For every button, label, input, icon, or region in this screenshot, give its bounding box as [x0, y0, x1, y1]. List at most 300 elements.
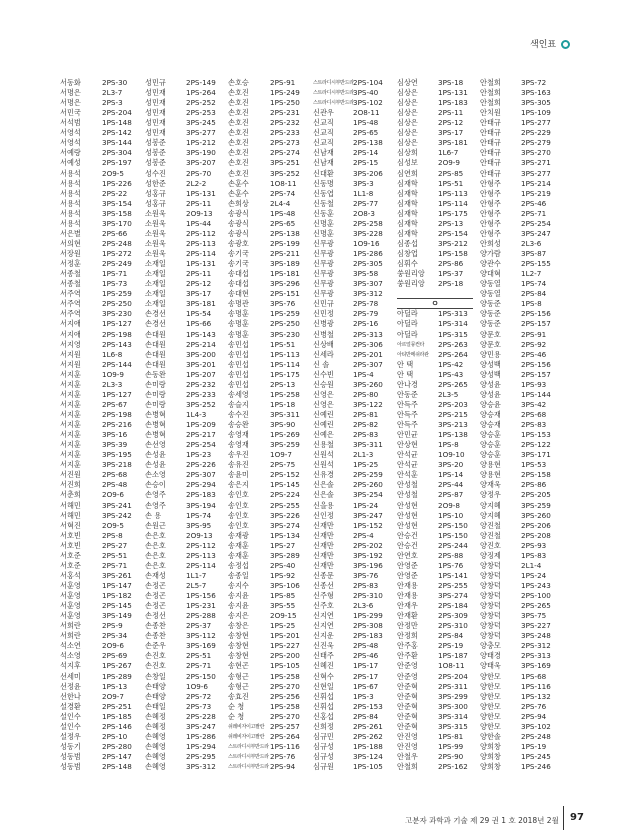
index-row [0, 732, 622, 742]
paper-code: 1PS-93 [521, 379, 547, 389]
paper-code: 2PS-149 [186, 78, 216, 87]
paper-code: 2PS-83 [521, 420, 547, 430]
index-row [0, 118, 622, 128]
paper-code: 2PS-83 [353, 430, 379, 440]
author-name: 양용현 [480, 460, 501, 470]
author-name: 석소연 [60, 641, 81, 651]
author-name: 손종찬 [145, 631, 166, 641]
paper-code: 2PS-153 [353, 701, 383, 711]
paper-code: 3PS-300 [438, 701, 468, 711]
author-name: 안정희 [397, 631, 418, 641]
author-name: 송재광 [228, 530, 249, 540]
index-row [0, 591, 622, 601]
paper-code: 2PS-256 [270, 691, 300, 701]
paper-code: 2L1-4 [521, 560, 542, 570]
index-row [0, 742, 622, 752]
author-name: 서지훈 [60, 389, 81, 399]
author-name: 심재학 [397, 188, 418, 198]
author-name: 신무광 [313, 269, 334, 279]
author-name: 양동열 [480, 289, 501, 299]
author-name: 손혜정 [145, 721, 166, 731]
paper-code: 1PS-138 [438, 430, 468, 440]
author-name: 서영석 [60, 128, 81, 138]
author-name: 손훈수 [228, 188, 249, 198]
paper-code: 1PS-250 [270, 98, 300, 108]
author-name: 소재일 [145, 279, 166, 289]
paper-code: 2PS-248 [521, 731, 551, 741]
paper-code: 3PS-314 [438, 711, 468, 721]
author-name: 안나경 [397, 379, 418, 389]
paper-code: 2PS-37 [186, 621, 212, 631]
index-row [0, 400, 622, 410]
paper-code: 1PS-314 [438, 319, 468, 329]
paper-code: 1PS-51 [270, 339, 296, 349]
paper-code: 2L1-3 [353, 450, 374, 460]
paper-code: 2PS-251 [102, 701, 132, 711]
author-name: 안재용 [397, 591, 418, 601]
paper-code: 2PS-203 [438, 399, 468, 409]
paper-code: 1PS-269 [270, 430, 300, 440]
paper-code: 2PS-233 [186, 389, 216, 399]
author-name: 심규민 [313, 731, 334, 741]
author-name: 신대환 [313, 168, 334, 178]
paper-code: 2PS-279 [521, 138, 551, 148]
paper-code: 2PS-280 [102, 741, 132, 751]
author-name: 양징제 [480, 550, 501, 560]
author-name: 신예린 [313, 420, 334, 430]
author-name: 설정우 [60, 731, 81, 741]
paper-code: 1PS-175 [438, 208, 468, 218]
paper-code: 2PS-308 [353, 621, 383, 631]
author-name: 송창현 [228, 651, 249, 661]
author-name: 손호진 [228, 138, 249, 148]
author-name: 양승훈 [480, 440, 501, 450]
paper-code: 3PS-149 [102, 611, 132, 621]
index-row [0, 651, 622, 661]
author-name: 양창덕 [480, 581, 501, 590]
paper-code: 2PS-233 [270, 128, 300, 138]
section-title: 색인표 [530, 40, 557, 50]
author-name: 안성현 [397, 520, 418, 530]
paper-code: 2PS-305 [353, 259, 383, 269]
paper-code: 2PS-226 [186, 460, 216, 470]
author-name: 아딜라 [397, 329, 418, 339]
paper-code: 1PS-209 [186, 420, 216, 430]
index-row [0, 480, 622, 490]
author-name: 아딜라 [397, 309, 418, 319]
index-row [0, 490, 622, 500]
author-name: 손호진 [228, 168, 249, 178]
author-name: 서훈영 [60, 611, 81, 621]
paper-code: 2PS-198 [102, 409, 132, 419]
author-name: 신교직 [313, 138, 334, 148]
index-row [0, 631, 622, 641]
paper-code: 3PS-212 [438, 238, 468, 248]
author-name: 손미랑 [145, 399, 166, 409]
paper-code: 1PS-132 [521, 691, 551, 701]
author-name: 손은호 [145, 560, 166, 570]
author-name: 서훈영 [60, 591, 81, 601]
paper-code: 2PS-68 [521, 409, 547, 419]
paper-code: 1PS-81 [438, 731, 464, 741]
paper-code: 2PS-254 [521, 218, 551, 228]
paper-code: 3PS-277 [186, 128, 216, 138]
author-name: 신무광 [313, 289, 334, 299]
author-name: 손경선 [145, 319, 166, 329]
index-row [0, 360, 622, 370]
author-name: 송민섭 [228, 379, 249, 389]
paper-code: 2PS-204 [102, 108, 132, 118]
author-name: 서지영 [60, 339, 81, 349]
paper-code: 1PS-227 [270, 641, 300, 651]
paper-code: 2PS-265 [438, 379, 468, 389]
author-name: 양지혜 [480, 510, 501, 520]
paper-code: 1PS-105 [353, 762, 383, 772]
paper-code: 2PS-114 [186, 249, 216, 259]
paper-code: 2PS-263 [438, 339, 468, 349]
author-name: 송인호 [228, 510, 249, 520]
author-name: 신재만 [313, 530, 334, 540]
paper-code: 2PS-265 [521, 601, 551, 611]
author-name: 신재만 [313, 550, 334, 560]
author-name: 양진호 [480, 540, 501, 550]
author-name: 서영석 [60, 138, 81, 148]
paper-code: 1PS-18 [270, 399, 296, 409]
paper-code: 2L4-4 [270, 198, 291, 208]
paper-code: 2PS-248 [102, 238, 132, 248]
author-name: 양대혁 [480, 269, 501, 279]
paper-code: 1PS-109 [521, 108, 551, 118]
paper-code: 2PS-76 [270, 752, 296, 762]
author-name: 손혜정 [145, 711, 166, 721]
paper-code: 2PS-75 [270, 460, 296, 470]
author-name: 송지윤 [228, 601, 249, 611]
author-name: 손정곤 [145, 591, 166, 601]
author-name: 신지운 [313, 631, 334, 641]
paper-code: 2PS-94 [521, 711, 547, 721]
paper-code: 3PS-144 [102, 138, 132, 148]
author-name: 서지원 [60, 359, 81, 369]
paper-code: 2PS-156 [521, 309, 551, 319]
author-name: 서호빈 [60, 530, 81, 540]
author-name: 안준혁 [397, 681, 418, 691]
paper-code: 1PS-214 [521, 178, 551, 188]
paper-code: 2PS-255 [438, 581, 468, 590]
index-row [0, 641, 622, 651]
author-name: 손혜영 [145, 741, 166, 751]
paper-code: 3PS-192 [353, 550, 383, 560]
paper-code: 1PS-83 [521, 550, 547, 560]
author-name: 신무광 [313, 259, 334, 269]
paper-code: 2O9-6 [102, 490, 124, 500]
paper-code: 3PS-102 [353, 98, 383, 108]
author-name: 성민재 [145, 88, 166, 98]
author-name: 쉬레비자이고팔란 [228, 733, 265, 740]
paper-code: 3PS-40 [353, 88, 379, 98]
paper-code: 1PS-25 [353, 460, 379, 470]
author-name: 선한나 [60, 691, 81, 701]
author-name: 손대원 [145, 329, 166, 339]
author-name: 순 청 [228, 711, 245, 721]
author-name: 안재우 [397, 601, 418, 611]
author-name: 심연희 [397, 168, 418, 178]
paper-code: 2PS-184 [438, 601, 468, 611]
author-name: 소원욱 [145, 208, 166, 218]
author-name: 신홍섭 [313, 711, 334, 721]
paper-code: 2PS-258 [353, 218, 383, 228]
paper-code: 1PS-272 [102, 249, 132, 259]
author-name: 손종찬 [145, 621, 166, 631]
index-row [0, 169, 622, 179]
paper-code: 2PS-204 [438, 671, 468, 681]
paper-code: 3PS-305 [521, 98, 551, 108]
author-name: 쉬레비자이고팔란 [228, 723, 265, 730]
index-row [0, 621, 622, 631]
author-name: 송창은 [228, 621, 249, 631]
paper-code: 2PS-82 [353, 420, 379, 430]
paper-code: 2PS-144 [102, 359, 132, 369]
author-name: 송현곤 [228, 661, 249, 671]
author-name: 양창덕 [480, 601, 501, 611]
author-name: 심재학 [397, 218, 418, 228]
author-name: 심휘수 [397, 259, 418, 269]
author-name: 손혜영 [145, 762, 166, 772]
paper-code: 3PS-106 [270, 581, 300, 590]
paper-code: 2PS-143 [102, 339, 132, 349]
paper-code: 1PS-181 [270, 269, 300, 279]
author-name: 양태욱 [480, 661, 501, 671]
paper-code: 1PS-187 [438, 651, 468, 661]
paper-code: 2PS-84 [521, 289, 547, 299]
author-name: 신혁수 [313, 671, 334, 681]
author-name: 신현일 [313, 681, 334, 691]
author-name: 소재일 [145, 269, 166, 279]
author-name: 안동준 [397, 389, 418, 399]
journal-footer: 고분자 과학과 기술 제 29 권 1 호 2018년 2월 [405, 816, 559, 825]
paper-code: 3PS-271 [521, 158, 551, 168]
paper-code: 2PS-93 [521, 540, 547, 550]
author-name: 서호빈 [60, 540, 81, 550]
paper-code: 2O9-15 [270, 611, 297, 621]
index-row [0, 269, 622, 279]
author-name: 양성백 [480, 369, 501, 379]
author-name: 서홍석 [60, 570, 81, 580]
paper-code: 2PS-46 [521, 198, 547, 208]
paper-code: 2PS-11 [438, 108, 464, 118]
author-name: 송지은 [228, 611, 249, 621]
author-name: 안승건 [397, 530, 418, 540]
author-name: 신진욱 [313, 641, 334, 651]
author-name: 손혜영 [145, 752, 166, 762]
author-name: 서용석 [60, 208, 81, 218]
paper-code: 1PS-289 [102, 671, 132, 681]
author-name: 송민섭 [228, 369, 249, 379]
author-name: 양문호 [480, 339, 501, 349]
paper-code: 1L1-8 [353, 188, 374, 198]
paper-code: 1PS-48 [270, 208, 296, 218]
paper-code: 2PS-228 [186, 711, 216, 721]
author-name: 송인호 [228, 500, 249, 510]
author-name: 신재만 [313, 540, 334, 550]
author-name: 안준영 [397, 661, 418, 671]
author-name: 손준우 [145, 641, 166, 651]
index-row [0, 209, 622, 219]
paper-code: 2PS-48 [353, 641, 379, 651]
author-name: 성동기 [60, 741, 81, 751]
index-row [0, 370, 622, 380]
author-name: 양한솔 [480, 731, 501, 741]
paper-code: 1PS-246 [521, 762, 551, 772]
author-name: 송기국 [228, 249, 249, 259]
author-name: 서정훈 [60, 259, 81, 269]
paper-code: 2PS-208 [521, 530, 551, 540]
author-name: 송민섭 [228, 339, 249, 349]
paper-code: 3PS-194 [186, 500, 216, 510]
paper-code: 2PS-313 [353, 329, 383, 339]
author-name: 안준혁 [397, 691, 418, 701]
paper-code: 3PS-254 [353, 490, 383, 500]
author-name: 안 택 [397, 369, 414, 379]
author-name: 서지애 [60, 319, 81, 329]
index-row [0, 330, 622, 340]
paper-code: 3PS-189 [270, 259, 300, 269]
paper-code: 2PS-255 [270, 500, 300, 510]
author-name: 성동범 [60, 762, 81, 772]
author-name: 신종선 [313, 581, 334, 590]
author-name: 신지연 [313, 611, 334, 621]
paper-code: 1O9-10 [438, 450, 465, 460]
paper-code: 1PS-116 [270, 741, 300, 751]
index-row [0, 158, 622, 168]
author-name: 안재환 [397, 611, 418, 621]
paper-code: 2PS-232 [270, 118, 300, 128]
paper-code: 3PS-312 [186, 762, 216, 772]
paper-code: 3PS-201 [186, 359, 216, 369]
author-name: 소원욱 [145, 238, 166, 248]
author-name: 손병혁 [145, 430, 166, 440]
paper-code: 2PS-199 [270, 238, 300, 248]
author-name: 서용석 [60, 218, 81, 228]
author-name: 손미랑 [145, 379, 166, 389]
author-name: 서예랑 [60, 148, 81, 158]
paper-code: 1L4-3 [186, 409, 207, 419]
author-name: 신유경 [313, 470, 334, 480]
paper-code: 2PS-70 [186, 168, 212, 178]
paper-code: 3PS-251 [270, 158, 300, 168]
author-name: 스트라디시부반드라 [313, 90, 354, 97]
paper-code: 2PS-183 [353, 631, 383, 641]
author-name: 서용석 [60, 188, 81, 198]
author-name: 송재훈 [228, 540, 249, 550]
author-name: 송인호 [228, 520, 249, 530]
paper-code: 1PS-73 [102, 279, 128, 289]
paper-code: 3PS-274 [270, 520, 300, 530]
paper-code: 1PS-286 [186, 731, 216, 741]
author-name: 신인정 [313, 510, 334, 520]
paper-code: 3PS-260 [353, 379, 383, 389]
author-name: 손동완 [145, 369, 166, 379]
author-name: 송세영 [228, 389, 249, 399]
paper-code: 2L3-5 [438, 389, 459, 399]
author-name: 송수진 [228, 409, 249, 419]
author-name: 서용석 [60, 178, 81, 188]
paper-code: 3PS-296 [270, 279, 300, 289]
paper-code: 3PS-154 [102, 198, 132, 208]
author-name: 안철희 [480, 98, 501, 108]
author-name: 안철희 [480, 88, 501, 98]
author-name: 송슬지 [228, 399, 249, 409]
author-name: 양한모 [480, 691, 501, 701]
paper-code: 1PS-13 [102, 681, 128, 691]
author-name: 소재일 [145, 259, 166, 269]
author-name: 양승윤 [480, 399, 501, 409]
author-name: 석지후 [60, 661, 81, 671]
author-name: 심재학 [397, 208, 418, 218]
paper-code: 2PS-312 [521, 641, 551, 651]
index-row [0, 450, 622, 460]
paper-code: 2PS-229 [521, 128, 551, 138]
author-name: 신민정 [313, 309, 334, 319]
paper-code: 3PS-72 [521, 78, 547, 87]
author-name: 양한모 [480, 711, 501, 721]
author-name: 심상은 [397, 138, 418, 148]
paper-code: 2PS-224 [270, 490, 300, 500]
paper-code: 2PS-231 [270, 108, 300, 118]
author-name: 성봉준 [145, 158, 166, 168]
author-name: 심규성 [313, 741, 334, 751]
author-name: 신명훈 [313, 218, 334, 228]
paper-code: 2PS-87 [438, 490, 464, 500]
paper-code: 2O9-13 [186, 208, 213, 218]
index-row [0, 239, 622, 249]
paper-code: 1PS-8 [521, 299, 542, 309]
author-name: 송정섭 [228, 560, 249, 570]
author-name: 서지훈 [60, 409, 81, 419]
paper-code: 2PS-86 [438, 259, 464, 269]
author-name: 양민용 [480, 349, 501, 359]
paper-code: 3PS-260 [521, 510, 551, 520]
author-name: 석소영 [60, 651, 81, 661]
paper-code: 1PS-67 [353, 681, 379, 691]
paper-code: 2PS-288 [186, 611, 216, 621]
paper-code: 2PS-309 [438, 611, 468, 621]
author-name: 신주호 [313, 601, 334, 611]
paper-code: 1PS-286 [353, 249, 383, 259]
paper-code: 1PS-259 [102, 289, 132, 299]
author-name: 안치원 [480, 108, 501, 118]
author-name: 손호진 [228, 158, 249, 168]
paper-code: 2PS-295 [186, 752, 216, 762]
author-name: 신동훈 [313, 208, 334, 218]
author-name: 서의현 [60, 238, 81, 248]
author-name: 신민규 [313, 299, 334, 309]
paper-code: 3PS-90 [270, 420, 296, 430]
author-name: 신태주 [313, 651, 334, 661]
author-name: 안태규 [480, 168, 501, 178]
index-row [0, 128, 622, 138]
paper-code: 1PS-8 [438, 440, 459, 450]
author-name: 양관수 [480, 259, 501, 269]
paper-code: 2PS-307 [353, 359, 383, 369]
author-name: 신관우 [313, 108, 334, 118]
index-row [0, 249, 622, 259]
author-name: 송은지 [228, 480, 249, 490]
paper-code: 2PS-22 [102, 188, 128, 198]
author-name: 안태규 [480, 118, 501, 128]
author-name: 손호진 [228, 88, 249, 98]
author-name: 신휘섭 [313, 701, 334, 711]
paper-code: 2PS-46 [521, 349, 547, 359]
